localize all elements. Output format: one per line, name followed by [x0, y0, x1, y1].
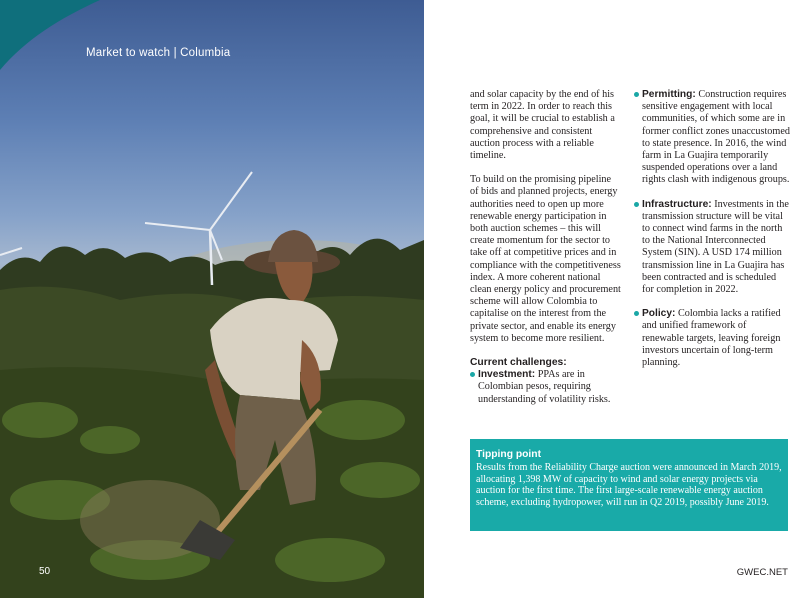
paragraph: and solar capacity by the end of his term in 2022. In order to reach this goal, it will be crucial to establish a comprehensive and consistent auction process with a reliable timeline.	[470, 89, 615, 162]
bullet-policy	[634, 308, 790, 369]
tipping-point-body: Results from the Reliability Charge auction were announced in March 2019, allocating 1,398 MW of capacity to wind and solar energy projects via auction for the first time. The first large-scale renewable energy auction scheme, excluding hydropower, will run in Q2 2019, possibly June 2019.	[476, 462, 782, 508]
page-number: 50	[39, 566, 51, 577]
bullet-label: Permitting:	[642, 89, 696, 100]
text-column-right	[634, 89, 790, 381]
tipping-point-title: Tipping point	[476, 449, 542, 460]
section-header: Market to watch | Columbia	[86, 47, 231, 59]
paragraph: To build on the promising pipeline of bids and planned projects, energy authorities need to open up more renewable energy participation in both auction schemes – this will create momentum for the sector to take off at competitive prices and in compliance with the competitiveness index. A more coherent national clean energy policy and procurement scheme will allow Colombia to capitalise on the interest from the private sector, and enable its energy system to become more resilient.	[470, 174, 621, 344]
bullet-permitting	[634, 89, 790, 187]
bullet-dot-icon	[634, 92, 639, 97]
challenges-heading: Current challenges:	[470, 357, 567, 369]
bullet-text: PPAs are in Colombian pesos, requiring understanding of volatility risks.	[478, 369, 611, 405]
bullet-label: Investment:	[478, 369, 536, 381]
corner-accent	[0, 0, 100, 70]
bullet-infrastructure	[634, 199, 790, 297]
bullet-investment	[470, 369, 622, 406]
bullet-text: Investments in the transmission structure will be vital to connect wind farms in the north to the National Interconnected System (SIN). A USD 174 million transmission line in La Guajira has been contracted and is scheduled for completion in 2022.	[642, 198, 789, 296]
text-column-left	[470, 89, 622, 418]
bullet-label: Policy:	[642, 308, 676, 320]
bullet-dot-icon	[634, 202, 639, 207]
bullet-label: Infrastructure:	[642, 198, 712, 210]
bullet-text: Colombia lacks a ratified and unified framework of renewable targets, leaving foreign investors uncertain of long-term planning.	[642, 308, 781, 369]
tipping-point-box	[470, 439, 788, 531]
footer-website: GWEC.NET	[736, 567, 788, 578]
bullet-dot-icon	[634, 311, 639, 316]
bullet-dot-icon	[470, 372, 475, 377]
bullet-text: Construction requires sensitive engagement with local communities, of which some are in former conflict zones unaccustomed to state presence. In 2016, the wind farm in La Guajira temporarily suspended operations over a land rights clash with indigenous groups.	[642, 89, 790, 186]
